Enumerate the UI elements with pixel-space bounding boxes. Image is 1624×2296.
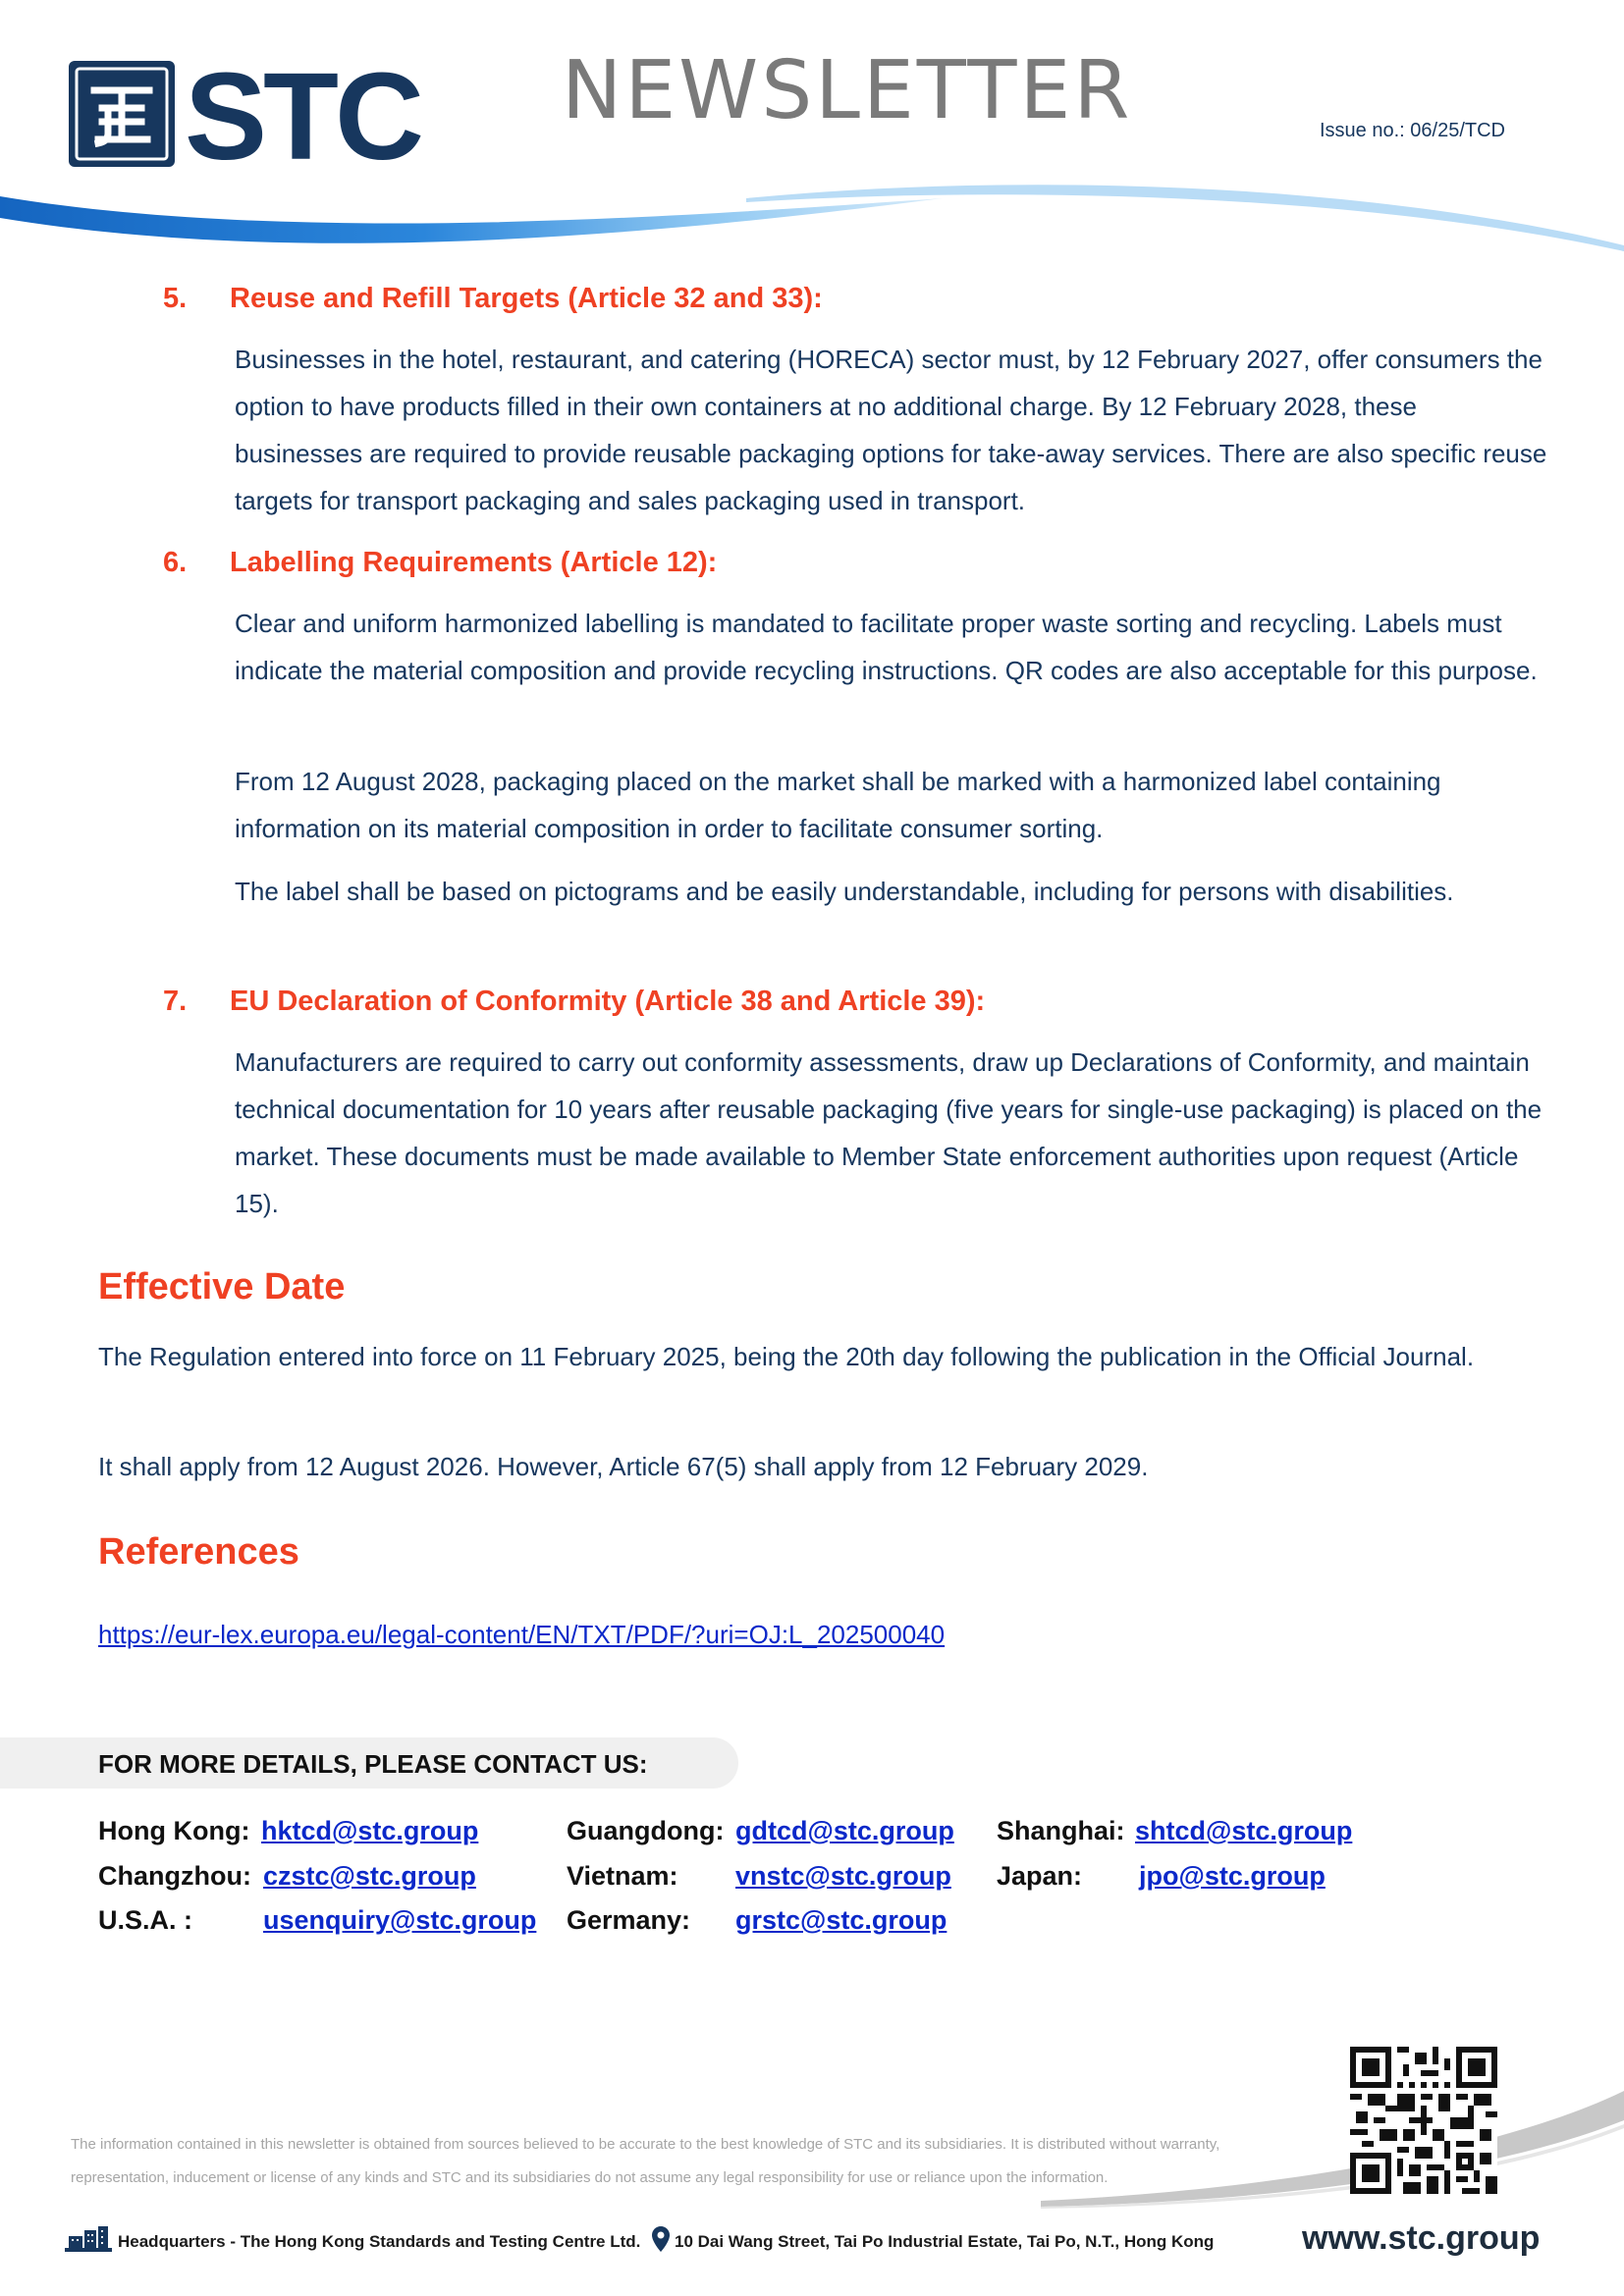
section-paragraph: From 12 August 2028, packaging placed on the market shall be marked with a harmonized label containing information on its material composition in order to facilitate consumer sorting. — [235, 767, 1441, 843]
section-paragraph: Businesses in the hotel, restaurant, and catering (HORECA) sector must, by 12 February 2027, offer consumers the option to have products filled in their own containers at no additional charge. By 12 February 2028, these businesses are required to provide reusable packaging options for take-away services. There are also specific reuse targets for transport packaging and sales packaging used in transport. — [235, 345, 1547, 515]
contact-label-hong-kong: Hong Kong: — [98, 1816, 250, 1845]
section-number: 7. — [163, 986, 188, 1017]
address-text: 10 Dai Wang Street, Tai Po Industrial Estate, Tai Po, N.T., Hong Kong — [675, 2232, 1215, 2251]
email-link-germany[interactable]: grstc@stc.group — [735, 1905, 947, 1935]
section-paragraph: The label shall be based on pictograms and be easily understandable, including for persons with disabilities. — [235, 877, 1454, 906]
section-paragraph: Clear and uniform harmonized labelling is mandated to facilitate proper waste sorting and recycling. Labels must indicate the material composition and provide recycling instructions. QR codes are also acceptable for this purpose. — [235, 609, 1538, 685]
contact-label-changzhou: Changzhou: — [98, 1861, 251, 1891]
section-title: Labelling Requirements (Article 12): — [230, 547, 718, 578]
website-link[interactable]: www.stc.group — [1302, 2219, 1541, 2257]
issue-number: Issue no.: 06/25/TCD — [1320, 120, 1505, 141]
email-link-hong-kong[interactable]: hktcd@stc.group — [261, 1816, 479, 1845]
contact-label-germany: Germany: — [567, 1905, 691, 1935]
stc-logo — [69, 61, 461, 167]
disclaimer-text: The information contained in this newsletter is obtained from sources believed to be accurate to the best knowledge of STC and its subsidiaries. It is distributed without warranty, representation, inducement or license of any kinds and STC and its subsidiaries do not assume any legal responsibility for use or reliance upon the information. — [71, 2136, 1220, 2186]
email-link-changzhou[interactable]: czstc@stc.group — [263, 1861, 476, 1891]
contact-label-usa: U.S.A. : — [98, 1905, 193, 1935]
logo-text: STC — [185, 61, 420, 167]
section-paragraph: Manufacturers are required to carry out conformity assessments, draw up Declarations of Conformity, and maintain technical documentation for 10 years after reusable packaging (five years for single-use packaging) is placed on the market. These documents must be made available to Member State enforcement authorities upon request (Article 15). — [235, 1047, 1543, 1218]
footer-swoosh — [1041, 2091, 1624, 2209]
section-title: EU Declaration of Conformity (Article 38 and Article 39): — [230, 986, 986, 1017]
section-number: 6. — [163, 547, 188, 578]
section-heading — [163, 986, 985, 1018]
header-swoosh — [0, 177, 1624, 265]
newsletter-title: NEWSLETTER — [562, 44, 1133, 137]
section-heading — [163, 283, 823, 315]
contact-title: FOR MORE DETAILS, PLEASE CONTACT US: — [98, 1749, 648, 1779]
effective-date-paragraph: The Regulation entered into force on 11 February 2025, being the 20th day following the publication in the Official Journal. — [98, 1342, 1475, 1371]
section-heading — [163, 547, 717, 579]
email-link-japan[interactable]: jpo@stc.group — [1139, 1861, 1326, 1891]
contact-label-shanghai: Shanghai: — [997, 1816, 1125, 1845]
email-link-guangdong[interactable]: gdtcd@stc.group — [735, 1816, 954, 1845]
email-link-shanghai[interactable]: shtcd@stc.group — [1135, 1816, 1353, 1845]
references-heading: References — [98, 1531, 299, 1573]
reference-link[interactable]: https://eur-lex.europa.eu/legal-content/EN/TXT/PDF/?uri=OJ:L_202500040 — [98, 1620, 946, 1649]
effective-date-paragraph: It shall apply from 12 August 2026. However, Article 67(5) shall apply from 12 February 2029. — [98, 1452, 1149, 1481]
contact-label-guangdong: Guangdong: — [567, 1816, 725, 1845]
qr-code[interactable] — [1350, 2047, 1497, 2194]
building-icon — [65, 2226, 112, 2252]
contact-label-vietnam: Vietnam: — [567, 1861, 678, 1891]
email-link-usa[interactable]: usenquiry@stc.group — [263, 1905, 537, 1935]
contact-label-japan: Japan: — [997, 1861, 1083, 1891]
headquarters-text: Headquarters - The Hong Kong Standards and Testing Centre Ltd. — [118, 2232, 641, 2251]
section-number: 5. — [163, 283, 188, 314]
email-link-vietnam[interactable]: vnstc@stc.group — [735, 1861, 951, 1891]
effective-date-heading: Effective Date — [98, 1266, 346, 1308]
section-title: Reuse and Refill Targets (Article 32 and 33): — [230, 283, 823, 314]
location-pin-icon — [652, 2226, 670, 2252]
